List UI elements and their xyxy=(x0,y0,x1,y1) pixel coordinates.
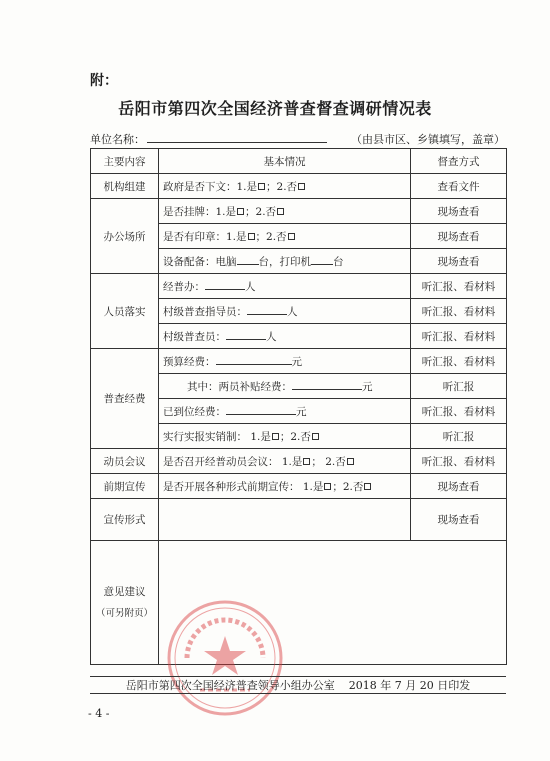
office-staff-field[interactable] xyxy=(205,280,245,290)
checkbox-yes[interactable] xyxy=(272,433,279,440)
row-category: 普查经费 xyxy=(91,349,159,449)
method-cell: 现场查看 xyxy=(411,474,507,499)
row-category: 动员会议 xyxy=(91,449,159,474)
method-cell: 现场查看 xyxy=(411,249,507,274)
row-category: 人员落实 xyxy=(91,274,159,349)
table-row xyxy=(91,349,507,374)
basic-info-cell: 是否有印章：1.是 ；2.否 xyxy=(159,224,411,249)
row-category: 宣传形式 xyxy=(91,499,159,541)
village-enumerator-field[interactable] xyxy=(226,330,266,340)
checkbox-yes[interactable] xyxy=(237,208,244,215)
checkbox-no[interactable] xyxy=(277,208,284,215)
table-row xyxy=(91,474,507,499)
checkbox-no[interactable] xyxy=(364,483,371,490)
table-row xyxy=(91,199,507,224)
basic-info-cell: 是否开展各种形式前期宣传： 1.是 ；2.否 xyxy=(159,474,411,499)
computer-count-field[interactable] xyxy=(237,255,259,265)
method-cell: 现场查看 xyxy=(411,224,507,249)
publicity-form-field[interactable] xyxy=(159,499,411,541)
basic-info-cell: 预算经费： 元 xyxy=(159,349,411,374)
village-instructor-field[interactable] xyxy=(247,305,287,315)
budget-field[interactable] xyxy=(216,355,292,365)
basic-info-cell: 是否挂牌：1.是 ；2.否 xyxy=(159,199,411,224)
method-cell: 听汇报 xyxy=(411,374,507,399)
checkbox-no[interactable] xyxy=(298,183,305,190)
basic-info-cell: 政府是否下文：1.是 ；2.否 xyxy=(159,174,411,199)
checkbox-yes[interactable] xyxy=(303,458,310,465)
table-row xyxy=(91,274,507,299)
method-cell: 现场查看 xyxy=(411,499,507,541)
column-header: 主要内容 xyxy=(91,149,159,174)
basic-info-cell: 设备配备：电脑 台，打印机 台 xyxy=(159,249,411,274)
method-cell: 现场查看 xyxy=(411,199,507,224)
method-cell: 听汇报、看材料 xyxy=(411,399,507,424)
unit-name-row xyxy=(90,131,505,147)
method-cell: 听汇报、看材料 xyxy=(411,299,507,324)
official-seal-icon xyxy=(165,598,285,718)
document-title: 岳阳市第四次全国经济普查督查调研情况表 xyxy=(118,99,432,118)
table-header-row xyxy=(91,149,507,174)
issuing-office: 岳阳市第四次全国经济普查领导小组办公室 xyxy=(125,679,335,692)
checkbox-yes[interactable] xyxy=(324,483,331,490)
table-row xyxy=(91,174,507,199)
row-category: 机构组建 xyxy=(91,174,159,199)
method-cell: 听汇报 xyxy=(411,424,507,449)
table-row xyxy=(91,449,507,474)
method-cell: 听汇报、看材料 xyxy=(411,349,507,374)
row-category: 前期宣传 xyxy=(91,474,159,499)
column-header: 基本情况 xyxy=(159,149,411,174)
method-cell: 听汇报、看材料 xyxy=(411,274,507,299)
basic-info-cell: 经普办： 人 xyxy=(159,274,411,299)
unit-name-note: （由县市区、乡镇填写，盖章） xyxy=(351,133,505,146)
unit-name-field[interactable] xyxy=(147,131,327,143)
printer-count-field[interactable] xyxy=(311,255,333,265)
basic-info-cell: 村级普查指导员： 人 xyxy=(159,299,411,324)
method-cell: 听汇报、看材料 xyxy=(411,449,507,474)
checkbox-no[interactable] xyxy=(288,233,295,240)
column-header: 督查方式 xyxy=(411,149,507,174)
received-funds-field[interactable] xyxy=(226,405,296,415)
basic-info-cell: 已到位经费： 元 xyxy=(159,399,411,424)
issuing-footer xyxy=(90,677,506,693)
method-cell: 查看文件 xyxy=(411,174,507,199)
checkbox-no[interactable] xyxy=(347,458,354,465)
checkbox-yes[interactable] xyxy=(258,183,265,190)
checkbox-yes[interactable] xyxy=(248,233,255,240)
basic-info-cell: 是否召开经普动员会议： 1.是 ； 2.否 xyxy=(159,449,411,474)
attachment-label: 附： xyxy=(90,73,118,89)
table-row xyxy=(91,541,507,665)
unit-name-label: 单位名称： xyxy=(90,133,145,146)
basic-info-cell: 实行实报实销制： 1.是 ；2.否 xyxy=(159,424,411,449)
row-category: 办公场所 xyxy=(91,199,159,274)
basic-info-cell: 村级普查员： 人 xyxy=(159,324,411,349)
issue-date: 2018 年 7 月 20 日印发 xyxy=(348,679,471,692)
row-category: 意见建议 （可另附页） xyxy=(91,541,159,665)
method-cell: 听汇报、看材料 xyxy=(411,324,507,349)
footer-divider xyxy=(90,693,506,694)
survey-table xyxy=(90,148,507,665)
checkbox-no[interactable] xyxy=(312,433,319,440)
table-row xyxy=(91,499,507,541)
subsidy-field[interactable] xyxy=(292,380,362,390)
page-number: - 4 - xyxy=(88,707,110,720)
basic-info-cell: 其中：两员补贴经费： 元 xyxy=(159,374,411,399)
